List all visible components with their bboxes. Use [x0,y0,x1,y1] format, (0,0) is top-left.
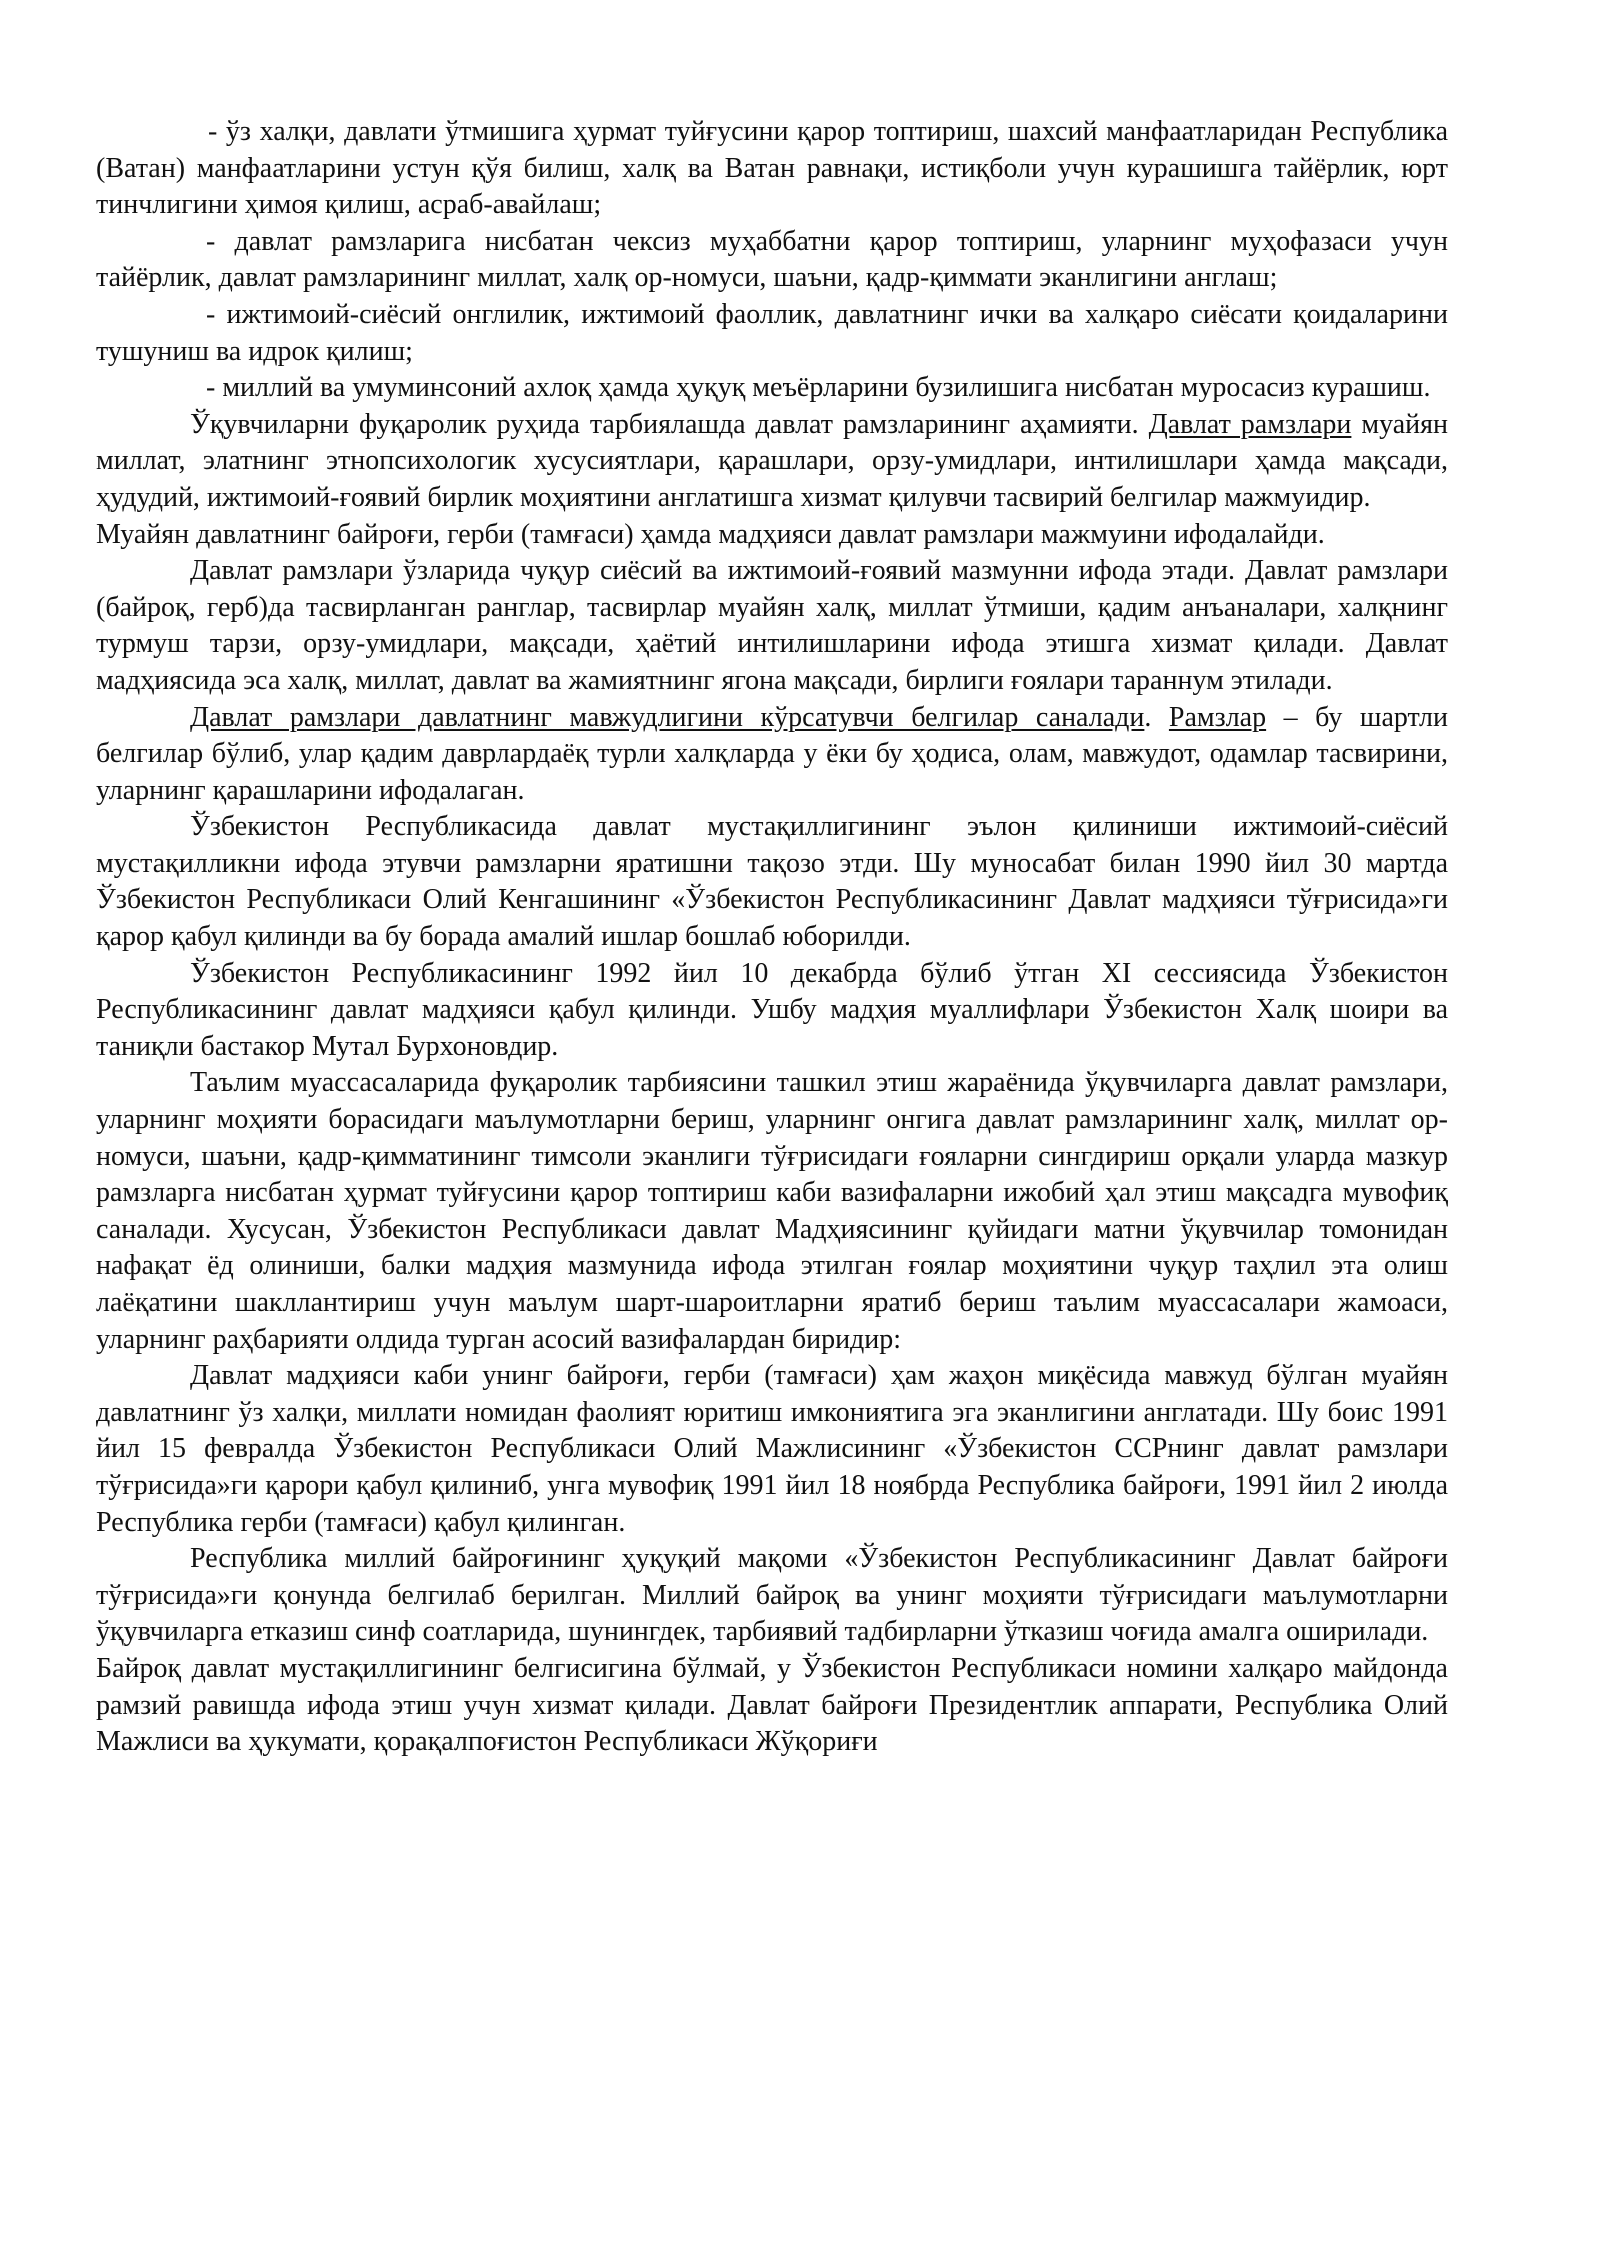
text-run: . [1144,701,1169,733]
paragraph-bullet-4 [96,370,1448,407]
text-run: Ўзбекистон Республикасининг 1992 йил 10 декабрда бўлиб ўтган XI сессиясида Ўзбекистон Республикасининг давлат мадҳияси қабул қилинди. Ушбу мадҳия муаллифлари Ўзбекистон Халқ шоири ва таниқли бастакор Мутал Бурхоновдир. [96,957,1448,1062]
text-run: Ўқувчиларни фуқаролик руҳида тарбиялашда давлат рамзларининг аҳамияти. [190,408,1149,440]
text-run: - давлат рамзларига нисбатан чексиз муҳаббатни қарор топтириш, уларнинг муҳофазаси учун тайёрлик, давлат рамзларининг миллат, халқ ор-номуси, шаъни, қадр-қиммати эканлигини англаш; [96,225,1448,294]
text-run: - ўз халқи, давлати ўтмишига ҳурмат туйғусини қарор топтириш, шахсий манфаатларидан Республика (Ватан) манфаатларини устун қўя билиш, халқ ва Ватан равнақи, истиқболи учун курашишга тайёрлик, юрт тинчлигини ҳимоя қилиш, асраб-авайлаш; [96,116,1448,221]
paragraph-para-education [96,1065,1448,1358]
text-run: Ўзбекистон Республикасида давлат мустақиллигининг эълон қилиниши ижтимоий-сиёсий мустақилликни ифода этувчи рамзларни яратишни тақозо этди. Шу муносабат билан 1990 йил 30 мартда Ўзбекистон Республикаси Олий Кенгашининг «Ўзбекистон Республикасининг Давлат мадҳияси тўғрисида»ги қарор қабул қилинди ва бу борада амалий ишлар бошлаб юборилди. [96,811,1448,953]
paragraph-para-content [96,553,1448,699]
paragraph-para-flag-status [96,1541,1448,1651]
text-run: - миллий ва умуминсоний ахлоқ ҳамда ҳуқуқ меъёрларини бузилишига нисбатан муросасиз курашиш. [206,372,1431,404]
paragraph-para-independence [96,809,1448,955]
paragraph-bullet-2 [96,224,1448,297]
text-run: Таълим муассасаларида фуқаролик тарбиясини ташкил этиш жараёнида ўқувчиларга давлат рамзлари, уларнинг моҳияти борасидаги маълумотларни бериш, уларнинг онгига давлат рамзларининг халқ, миллат ор-номуси, шаъни, қадр-қимматининг тимсоли эканлиги тўғрисидаги ғояларни сингдириш орқали уларда мазкур рамзларга нисбатан ҳурмат туйғусини қарор топтириш каби вазифаларни ижобий ҳал этиш мақсадга мувофиқ саналади. Хусусан, Ўзбекистон Республикаси давлат Мадҳиясининг қуйидаги матни ўқувчилар томонидан нафақат ёд олиниши, балки мадҳия мазмунида ифода этилган ғоялар моҳиятини чуқур таҳлил эта олиш лаёқатини шакллантириш учун маълум шарт-шароитларни яратиб бериш таълим муассасалари жамоаси, уларнинг раҳбарияти олдида турган асосий вазифалардан биридир: [96,1067,1448,1355]
text-run: Давлат рамзлари ўзларида чуқур сиёсий ва ижтимоий-ғоявий мазмунни ифода этади. Давлат рамзлари (байроқ, герб)да тасвирланган ранглар, тасвирлар муайян халқ, миллат ўтмиши, қадим анъаналари, халқнинг турмуш тарзи, орзу-умидлари, мақсади, ҳаётий интилишларини ифода этишга хизмат қилади. Давлат мадҳиясида эса халқ, миллат, давлат ва жамиятнинг ягона мақсади, бирлиги ғоялари тараннум этилади. [96,555,1448,696]
paragraph-bullet-1 [96,114,1448,224]
paragraph-para-importance [96,407,1448,517]
paragraph-para-complex [96,517,1448,554]
underlined-text: Давлат рамзлари [1148,408,1352,440]
text-run: Байроқ давлат мустақиллигининг белгисигина бўлмай, у Ўзбекистон Республикаси номини халқаро майдонда рамзий равишда ифода этиш учун хизмат қилади. Давлат байроғи Президентлик аппарати, Республика Олий Мажлиси ва ҳукумати, қорақалпоғистон Республикаси Жўқориғи [96,1652,1448,1758]
paragraph-para-flag-symbol [96,1651,1448,1761]
paragraph-para-signs [96,700,1448,810]
text-run: – бу шартли белгилар бўлиб, улар қадим даврлардаёқ турли халқларда у ёки бу ҳодиса, олам, мавжудот, одамлар тасвирини, уларнинг қарашларини ифодалаган. [96,701,1449,806]
text-run: Давлат мадҳияси каби унинг байроғи, герби (тамғаси) ҳам жаҳон миқёсида мавжуд бўлган муайян давлатнинг ўз халқи, миллати номидан фаолият юритиш имкониятига эга эканлигини англатади. Шу боис 1991 йил 15 февралда Ўзбекистон Республикаси Олий Мажлисининг «Ўзбекистон ССРнинг давлат рамзлари тўғрисида»ги қарори қабул қилиниб, унга мувофиқ 1991 йил 18 ноябрда Республика байроғи, 1991 йил 2 июлда Республика герби (тамғаси) қабул қилинган. [96,1360,1448,1538]
paragraph-para-anthem [96,956,1448,1066]
underlined-text: Рамзлар [1168,701,1267,733]
paragraph-para-flag-emblem [96,1358,1448,1541]
paragraph-bullet-3 [96,297,1448,370]
document-page [96,114,1448,1761]
underlined-text: Давлат рамзлари давлатнинг мавжудлигини кўрсатувчи белгилар саналади [190,701,1145,733]
text-run: Муайян давлатнинг байроғи, герби (тамғаси) ҳамда мадҳияси давлат рамзлари мажмуини ифодалайди. [96,518,1325,550]
text-run: Республика миллий байроғининг ҳуқуқий мақоми «Ўзбекистон Республикасининг Давлат байроғи тўғрисида»ги қонунда белгилаб берилган. Миллий байроқ ва унинг моҳияти тўғрисидаги маълумотларни ўқувчиларга етказиш синф соатларида, шунингдек, тарбиявий тадбирларни ўтказиш чоғида амалга оширилади. [96,1543,1448,1648]
text-run: муайян миллат, элатнинг этнопсихологик хусусиятлари, қарашлари, орзу-умидлари, интилишлари ҳамда мақсади, ҳудудий, ижтимоий-ғоявий бирлик моҳиятини англатишга хизмат қилувчи тасвирий белгилар мажмуидир. [96,408,1448,513]
text-run: - ижтимоий-сиёсий онглилик, ижтимоий фаоллик, давлатнинг ички ва халқаро сиёсати қоидаларини тушуниш ва идрок қилиш; [96,298,1448,367]
